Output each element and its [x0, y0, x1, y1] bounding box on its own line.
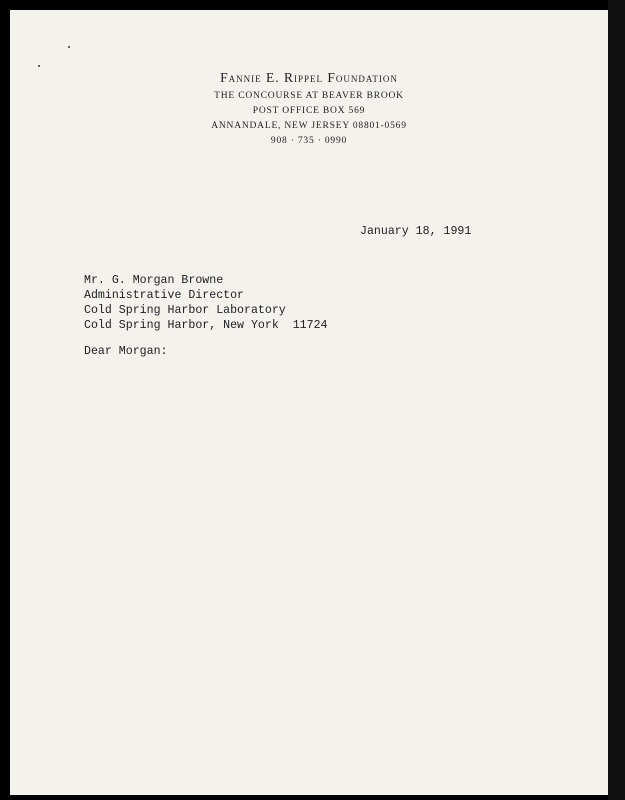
letterhead-address-line: THE CONCOURSE AT BEAVER BROOK [214, 91, 404, 101]
scan-edge [608, 0, 625, 800]
scan-speck [38, 65, 40, 67]
salutation: Dear Morgan: [84, 345, 168, 358]
letterhead-name: Fannie E. Rippel Foundation [220, 70, 398, 85]
recipient-title: Administrative Director [84, 289, 245, 302]
letter-date: January 18, 1991 [360, 225, 472, 238]
scan-speck [68, 46, 70, 48]
recipient-name: Mr. G. Morgan Browne [84, 274, 224, 287]
recipient-address: Cold Spring Harbor, New York 11724 [84, 319, 328, 332]
letter-page [10, 10, 608, 795]
letterhead-address-line: ANNANDALE, NEW JERSEY 08801-0569 [211, 121, 407, 131]
recipient-organization: Cold Spring Harbor Laboratory [84, 304, 286, 317]
letterhead-address-line: POST OFFICE BOX 569 [252, 106, 366, 116]
letterhead-phone: 908 · 735 · 0990 [270, 136, 348, 146]
